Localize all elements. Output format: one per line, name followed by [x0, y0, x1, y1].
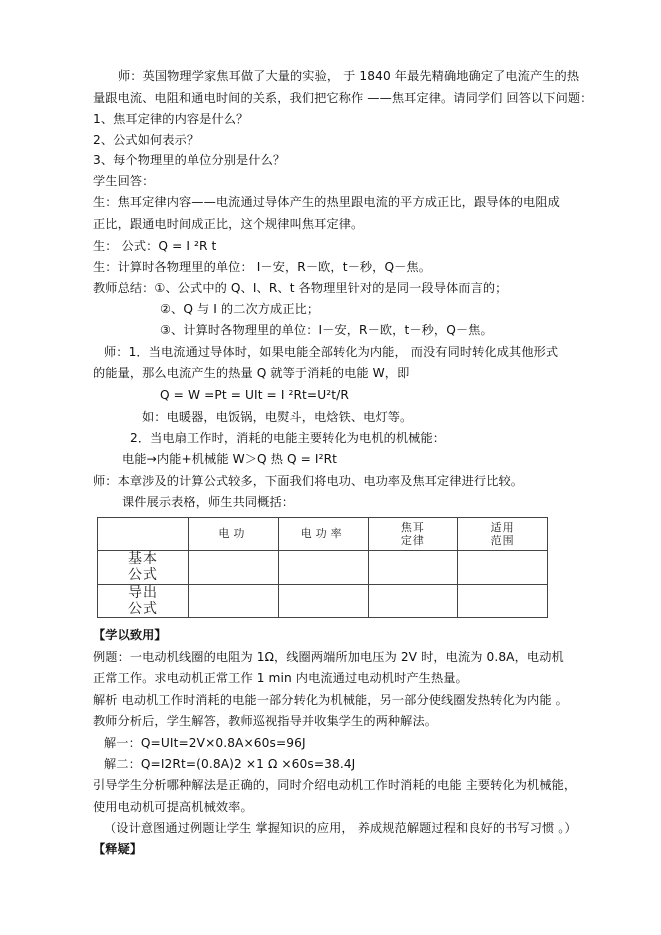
table-cell	[368, 551, 458, 585]
text-line: 学生回答：	[93, 174, 155, 188]
text-line: 如：电暖器，电饭锅，电熨斗，电焓铁、电灯等。	[142, 410, 413, 424]
text-line: 解析 电动机工作时消耗的电能一部分转化为机械能，另一部分使线圈发热转化为内能 。	[93, 693, 568, 707]
text-line: 正比，跟通电时间成正比，这个规律叫焦耳定律。	[93, 217, 364, 231]
table-cell	[189, 584, 279, 618]
text-line: 师：本章涉及的计算公式较多，下面我们将电功、电功率及焦耳定律进行比较。	[93, 474, 524, 488]
solution-1: 解一：Q=UIt=2V×0.8A×60s=96J	[104, 736, 306, 750]
formula-line: 电能→内能+机械能 W＞Q 热 Q = I²Rt	[122, 452, 338, 466]
text-line: 量跟电流、电阻和通电时间的关系，我们把它称作 ——焦耳定律。请同学们 回答以下问题：	[93, 91, 593, 105]
table-header-cell: 适用 范围	[458, 518, 548, 551]
text-line: 例题：一电动机线圈的电阻为 1Ω，线圈两端所加电压为 2V 时，电流为 0.8A，电动机	[93, 650, 564, 664]
text-line: ③、计算时各物理里的单位：I－安，R－欧，t－秒，Q－焦。	[160, 323, 493, 337]
table-corner-cell	[98, 518, 189, 551]
section-heading: 【释疑】	[93, 842, 143, 856]
text-line: 的能量，那么电流产生的热量 Q 就等于消耗的电能 W，即	[93, 366, 410, 380]
table-cell	[278, 551, 368, 585]
question-1: 1、焦耳定律的内容是什么？	[93, 112, 249, 126]
formula-line: 生： 公式：Q = I ²R t	[93, 239, 217, 253]
text-line: ②、Q 与 I 的二次方成正比；	[160, 302, 320, 316]
table-cell	[458, 584, 548, 618]
table-cell	[458, 551, 548, 585]
table-row-label: 导出 公式	[98, 584, 189, 618]
table-cell	[368, 584, 458, 618]
text-line: 引导学生分析哪种解法是正确的，同时介绍电动机工作时消耗的电能 主要转化为机械能，	[93, 778, 577, 792]
table-header-cell: 电功率	[278, 518, 368, 551]
section-heading: 【学以致用】	[93, 628, 167, 642]
text-line: 师：英国物理学家焦耳做了大量的实验， 于 1840 年最先精确地确定了电流产生的热	[118, 69, 580, 83]
text-line: 教师总结：①、公式中的 Q、I、R、t 各物理里针对的是同一段导体而言的；	[93, 281, 508, 295]
text-line: 教师分析后，学生解答，教师巡视指导并收集学生的两种解法。	[93, 714, 438, 728]
solution-2: 解二：Q=I2Rt=(0.8A)2 ×1 Ω ×60s=38.4J	[104, 757, 356, 771]
text-line: 正常工作。求电动机正常工作 1 min 内电流通过电动机时产生热量。	[93, 671, 468, 685]
table-header-cell: 电功	[189, 518, 279, 551]
text-line: 生：计算时各物理里的单位： I－安，R－欧，t－秒，Q－焦。	[93, 260, 431, 274]
text-line: 2．当电扇工作时，消耗的电能主要转化为电机的机械能：	[130, 431, 446, 445]
text-line: （设计意图通过例题让学生 掌握知识的应用， 养成规范解题过程和良好的书写习惯 。）	[104, 821, 577, 835]
formula-line: Q = W =Pt = UIt = I ²Rt=U²t/R	[160, 388, 349, 402]
question-2: 2、公式如何表示？	[93, 133, 200, 147]
table-header-cell: 焦耳 定律	[368, 518, 458, 551]
table-cell	[189, 551, 279, 585]
question-3: 3、每个物理里的单位分别是什么？	[93, 153, 286, 167]
text-line: 生：焦耳定律内容——电流通过导体产生的热里跟电流的平方成正比，跟导体的电阻成	[93, 195, 560, 209]
table-row-label: 基本 公式	[98, 551, 189, 585]
table-cell	[278, 584, 368, 618]
text-line: 课件展示表格，师生共同概括：	[122, 495, 295, 509]
comparison-table	[97, 517, 548, 618]
text-line: 使用电动机可提高机械效率。	[93, 800, 253, 814]
text-line: 师：1．当电流通过导体时，如果电能全部转化为内能， 而没有同时转化成其他形式	[104, 345, 559, 359]
